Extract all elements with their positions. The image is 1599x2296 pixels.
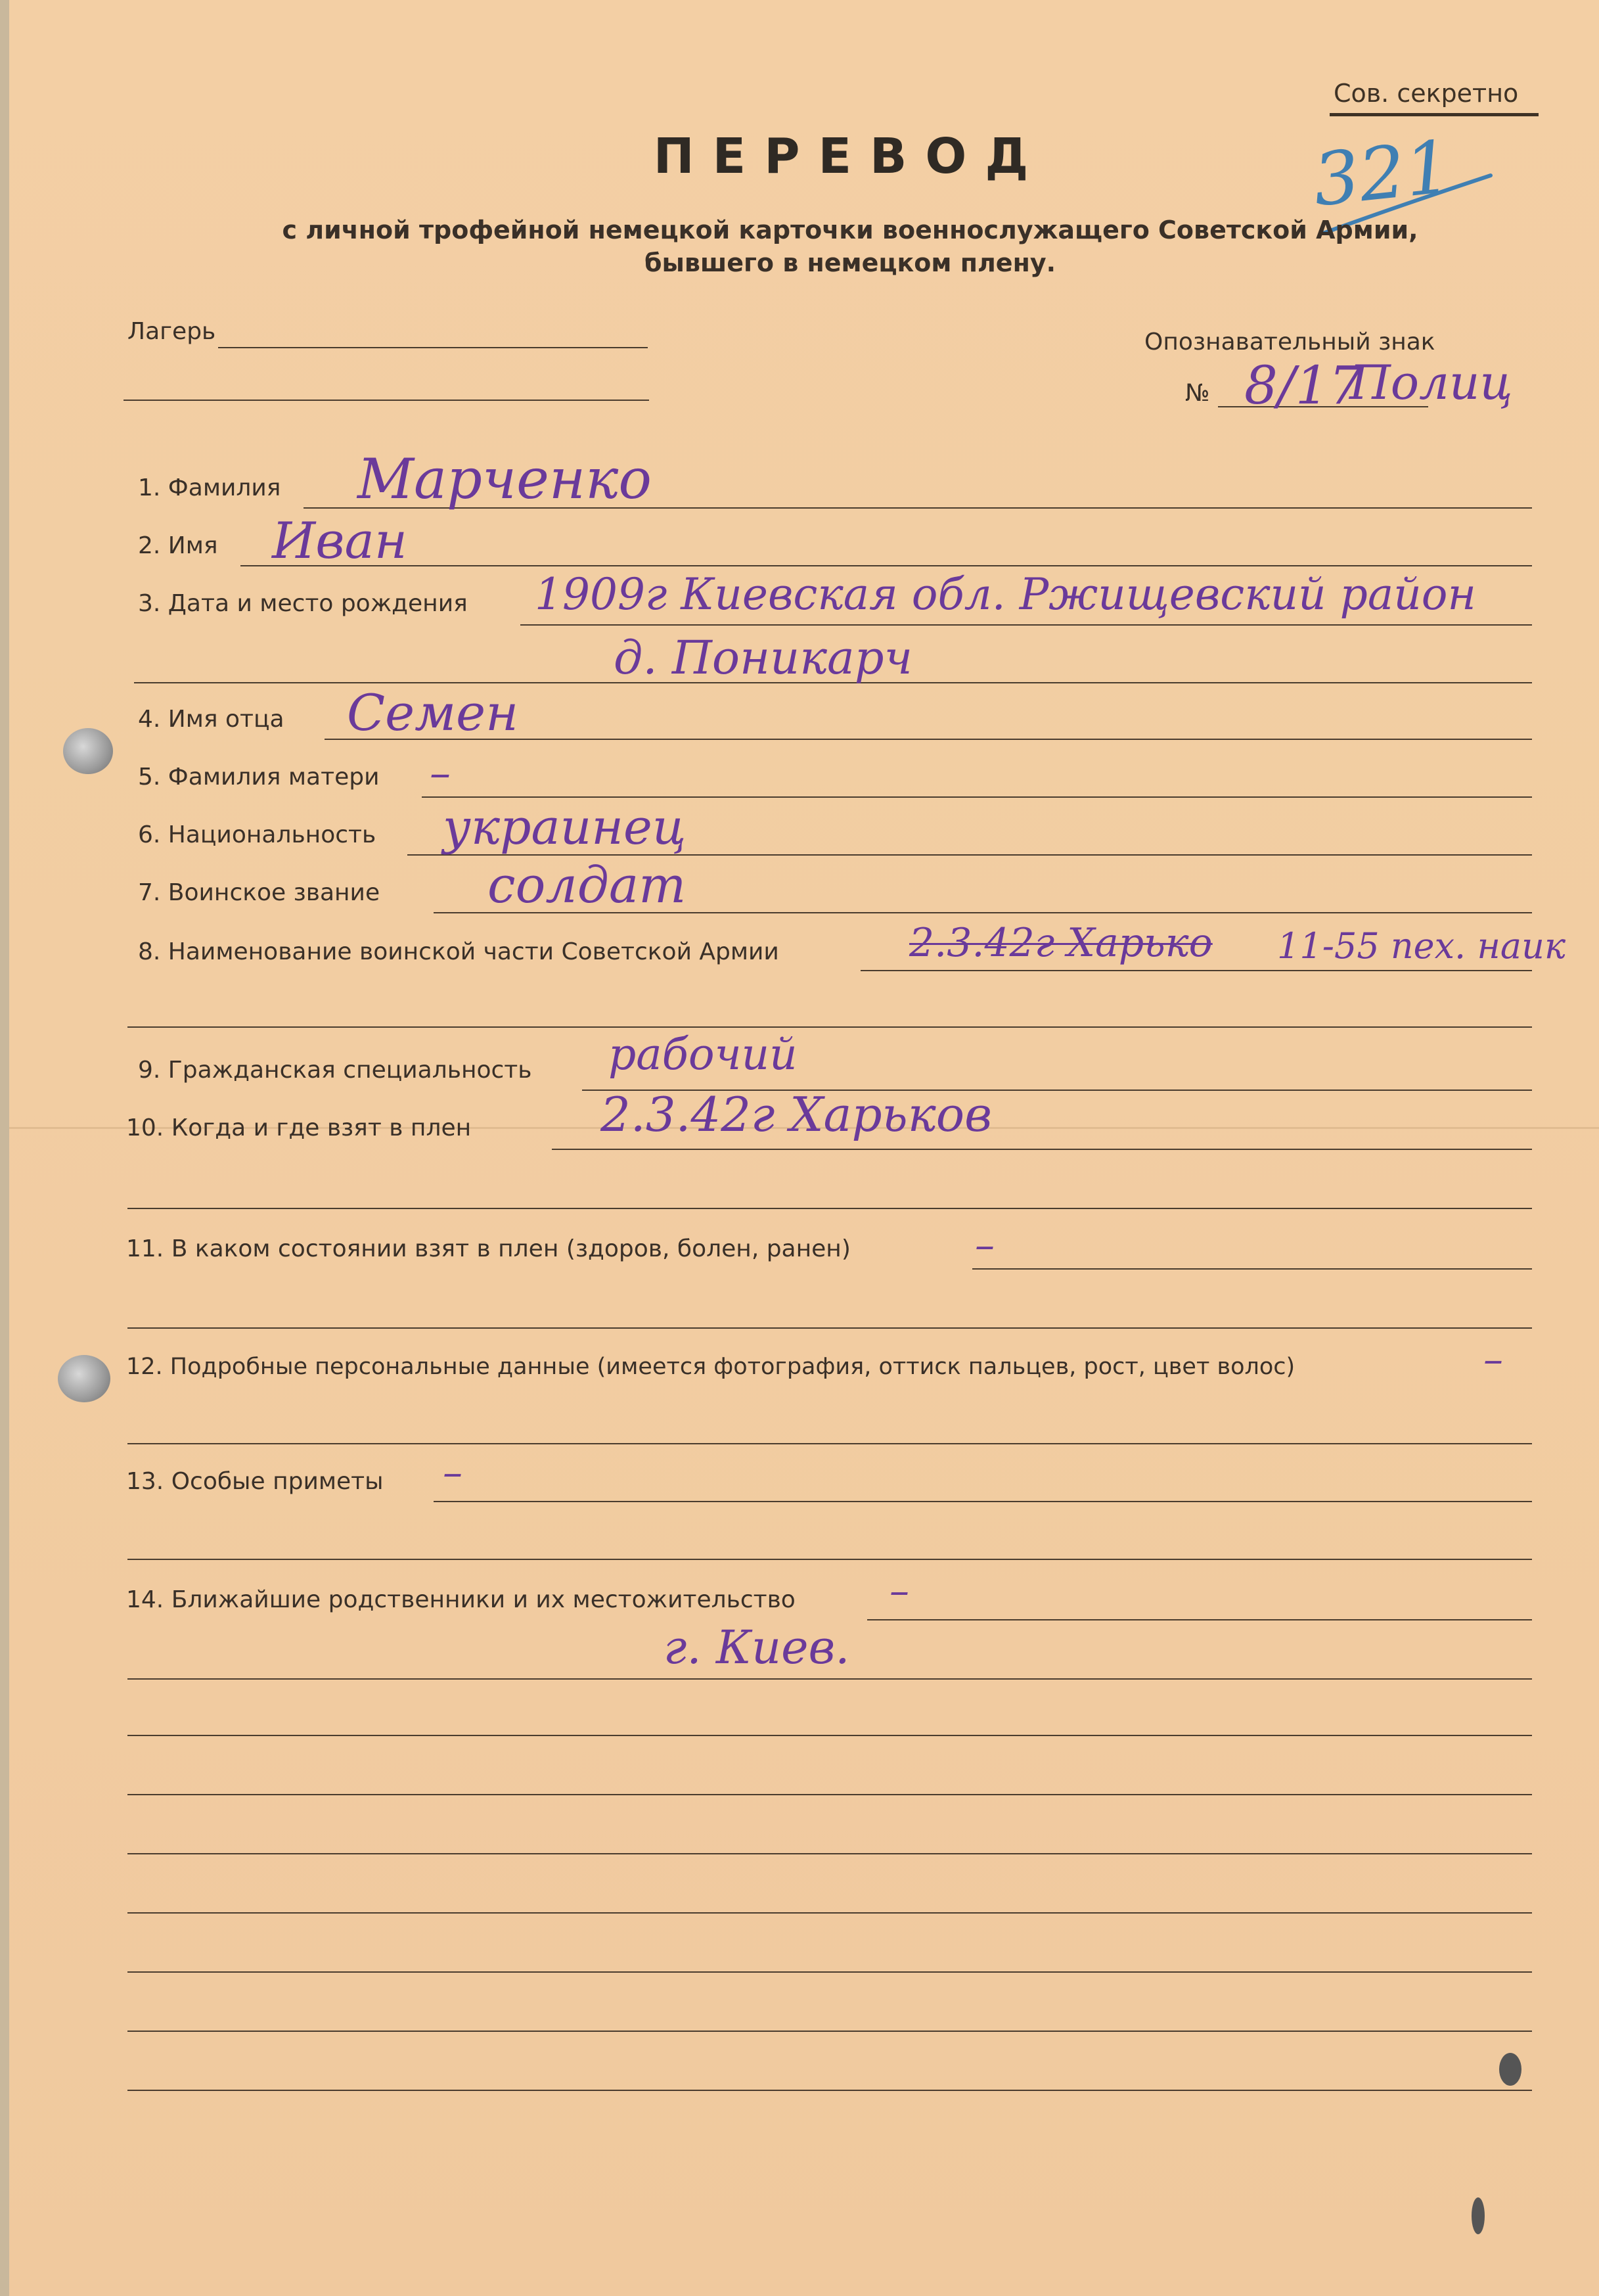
classification-stamp: Сов. секретно — [1334, 79, 1519, 108]
field-14-label: 14. Ближайшие родственники и их местожительство — [126, 1586, 796, 1613]
field-7-value: солдат — [487, 856, 687, 914]
field-1-label: 1. Фамилия — [138, 474, 281, 501]
blank-line — [127, 2031, 1532, 2032]
field-5-label: 5. Фамилия матери — [138, 764, 380, 791]
subtitle-line-2: бывшего в немецком плену. — [644, 248, 1056, 277]
subtitle-line-1: с личной трофейной немецкой карточки военнослужащего Советской Армии, — [282, 216, 1418, 244]
field-8-line — [861, 970, 1532, 971]
field-3-line — [520, 624, 1532, 626]
field-12-line-2 — [127, 1443, 1532, 1444]
field-9-value: рабочий — [608, 1029, 798, 1080]
field-1-value: Марченко — [357, 447, 652, 511]
field-13-line-2 — [127, 1559, 1532, 1560]
field-12-label: 12. Подробные персональные данные (имеется фотография, оттиск пальцев, рост, цвет волос) — [126, 1354, 1295, 1380]
blank-line — [127, 1735, 1532, 1736]
field-8-value: 11-55 пех. наик — [1277, 925, 1566, 967]
id-mark-label: Опознавательный знак — [1144, 329, 1435, 356]
field-6-label: 6. Национальность — [138, 821, 376, 848]
camp-line-2 — [124, 400, 649, 401]
document-page — [9, 0, 1599, 2296]
blank-line — [127, 1794, 1532, 1795]
field-14-value-2: г. Киев. — [664, 1620, 850, 1674]
page-title: ПЕРЕВОД — [653, 128, 1047, 185]
field-2-label: 2. Имя — [138, 532, 218, 559]
field-10-value: 2.3.42г Харьков — [600, 1087, 993, 1142]
punch-hole-upper — [63, 728, 113, 774]
paper-speck — [1472, 2197, 1485, 2234]
field-12-value: – — [1483, 1337, 1503, 1383]
field-13-line — [434, 1501, 1532, 1502]
file-number: 321 — [1309, 124, 1456, 223]
field-5-value: – — [430, 749, 451, 798]
field-2-value: Иван — [272, 511, 407, 570]
id-number-value: 8/17 — [1244, 355, 1363, 416]
field-8-line-2 — [127, 1026, 1532, 1028]
id-number-sign: № — [1185, 380, 1210, 407]
field-9-label: 9. Гражданская специальность — [138, 1057, 532, 1084]
paper-speck — [1499, 2053, 1521, 2086]
field-13-value: – — [443, 1450, 462, 1496]
classification-underline — [1330, 113, 1539, 116]
field-8-struck-value: 2.3.42г Харько — [909, 920, 1213, 966]
field-3-value-2: д. Поникарч — [614, 631, 913, 685]
blank-line — [127, 2090, 1532, 2091]
field-13-label: 13. Особые приметы — [126, 1468, 384, 1495]
field-11-line-2 — [127, 1327, 1532, 1329]
field-11-label: 11. В каком состоянии взят в плен (здоров, болен, ранен) — [126, 1235, 851, 1262]
field-6-value: украинец — [443, 799, 687, 856]
field-7-label: 7. Воинское звание — [138, 879, 380, 906]
blank-line — [127, 1853, 1532, 1854]
field-10-label: 10. Когда и где взят в плен — [126, 1114, 472, 1141]
field-2-line — [240, 565, 1532, 566]
field-4-value: Семен — [347, 683, 519, 742]
blank-line — [127, 1971, 1532, 1973]
camp-line — [218, 347, 648, 348]
field-5-line — [422, 796, 1532, 798]
field-14-value: – — [890, 1568, 909, 1614]
camp-label: Лагерь — [127, 318, 216, 345]
field-14-line — [867, 1619, 1532, 1620]
field-4-label: 4. Имя отца — [138, 706, 284, 733]
field-14-line-2 — [127, 1678, 1532, 1680]
field-10-line — [552, 1149, 1532, 1150]
field-11-line — [972, 1268, 1532, 1270]
field-8-label: 8. Наименование воинской части Советской Армии — [138, 938, 779, 965]
field-3-label: 3. Дата и место рождения — [138, 590, 468, 617]
field-3-value: 1909г Киевская обл. Ржищевский район — [535, 569, 1476, 620]
blank-line — [127, 1912, 1532, 1914]
field-11-value: – — [975, 1222, 995, 1268]
field-10-line-2 — [127, 1208, 1532, 1209]
id-number-extra: Полиц — [1349, 355, 1513, 410]
punch-hole-lower — [58, 1355, 110, 1402]
